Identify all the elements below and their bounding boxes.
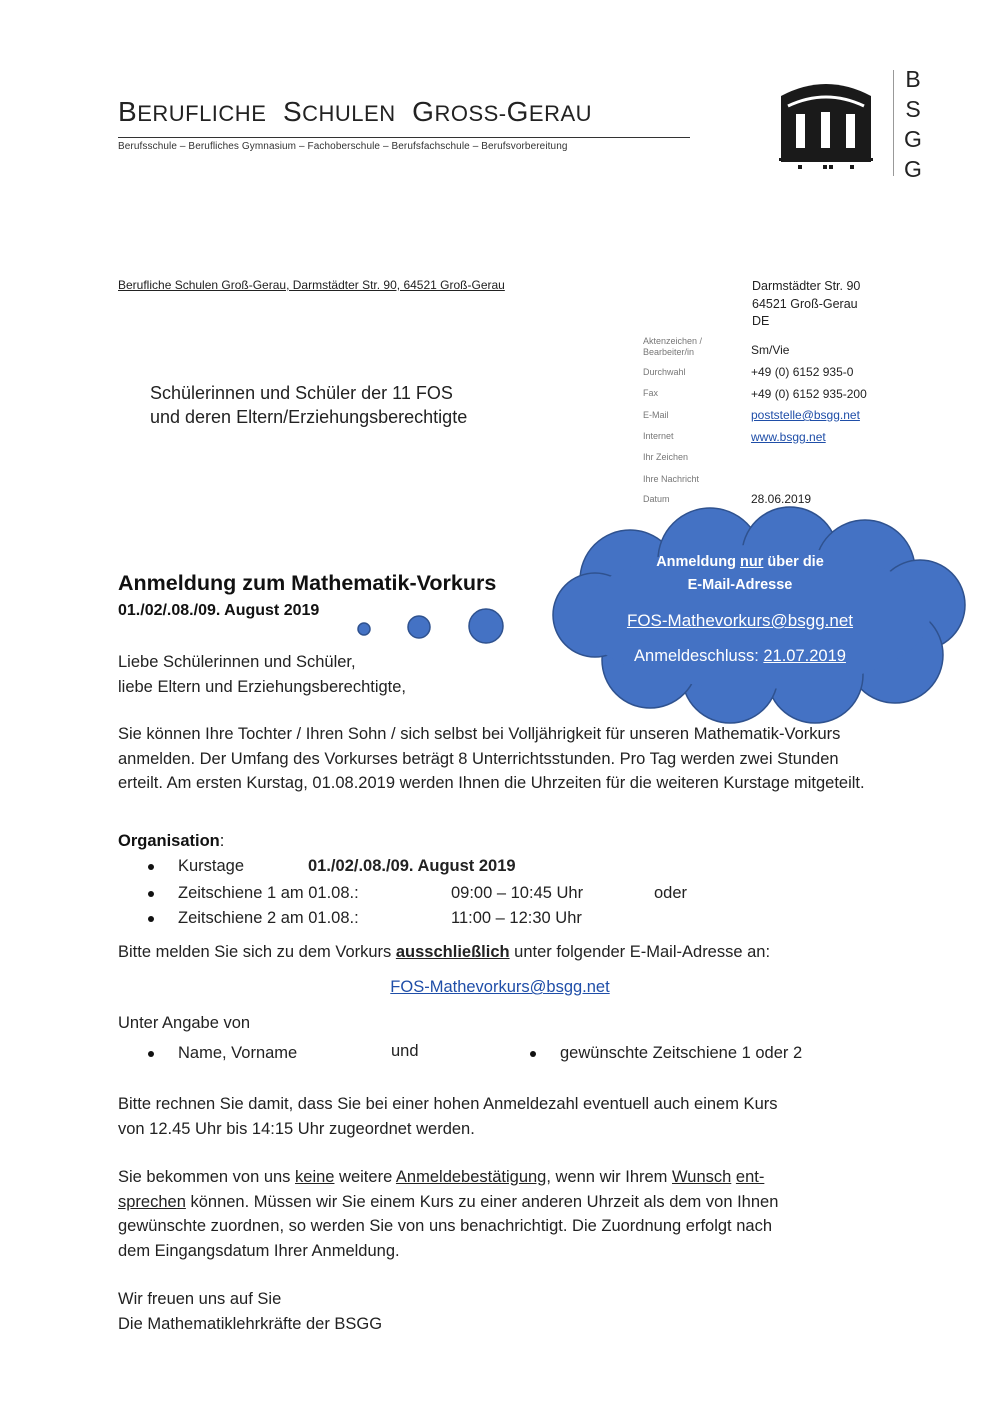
school-address: Darmstädter Str. 90 64521 Groß-Gerau DE (752, 279, 861, 328)
bullet-dot (530, 1044, 536, 1063)
sender-line: Berufliche Schulen Groß-Gerau, Darmstädter Str. 90, 64521 Groß-Gerau (118, 278, 505, 292)
register-instruction: Bitte melden Sie sich zu dem Vorkurs ausschließlich unter folgender E-Mail-Adresse an: (118, 943, 771, 961)
logo-divider (893, 70, 894, 176)
slot1-or: oder (654, 884, 688, 902)
info-label-aktenzeichen: Aktenzeichen / Bearbeiter/in (643, 336, 703, 357)
school-types: Berufsschule – Berufliches Gymnasium – Fachoberschule – Berufsfachschule – Berufsvorbereitung (118, 141, 568, 152)
info-value-datum: 28.06.2019 (751, 492, 812, 506)
register-email-link[interactable]: FOS-Mathevorkurs@bsgg.net (390, 978, 610, 996)
angabe-name: Name, Vorname (178, 1044, 298, 1062)
info-label-fax: Fax (643, 388, 659, 398)
info-value-email (751, 408, 860, 422)
bullet-dot (148, 909, 154, 928)
cloud-email-link[interactable]: FOS-Mathevorkurs@bsgg.net (626, 611, 854, 630)
info-value-durchwahl: +49 (0) 6152 935-0 (751, 365, 854, 379)
logo-letters: B S G G (904, 66, 922, 182)
angabe-zeitschiene: gewünschte Zeitschiene 1 oder 2 (560, 1044, 803, 1062)
info-value-internet (751, 430, 826, 444)
info-label-ihr-zeichen: Ihr Zeichen (643, 452, 689, 462)
info-label-durchwahl: Durchwahl (643, 367, 686, 377)
confirmation-paragraph: Sie bekommen von uns keine weitere Anmeldebestätigung, wenn wir Ihrem Wunsch ent- sprechen können. Müssen wir Sie einem Kurs zu einer anderen Uhrzeit als dem von Ihnen gewünschte zuordnen, so werden Sie von uns benachrichtigt. Die Zuordnung erfolgt nach dem Eingangsdatum Ihrer Anmeldung. (118, 1168, 779, 1260)
slot1-label: Zeitschiene 1 am 01.08.: (178, 884, 359, 902)
register-email-line (0, 978, 1000, 997)
intro-paragraph: Sie können Ihre Tochter / Ihren Sohn / sich selbst bei Volljährigkeit für unseren Mathematik-Vorkurs anmelden. Der Umfang des Vorkurses beträgt 8 Unterrichtsstunden. Pro Tag werden zwei Stunden erteilt. Am ersten Kurstag, 01.08.2019 werden Ihnen die Uhrzeiten für die weiteren Kurstage mitgeteilt. (118, 725, 865, 792)
school-logo-icon (776, 66, 876, 170)
angabe-intro: Unter Angabe von (118, 1014, 251, 1032)
bullet-dot (148, 1044, 154, 1063)
recipient-block: Schülerinnen und Schüler der 11 FOS und deren Eltern/Erziehungsberechtigte (150, 383, 468, 427)
info-value-aktenzeichen: Sm/Vie (751, 343, 790, 357)
angabe-and: und (391, 1042, 419, 1060)
document-title: Anmeldung zum Mathematik-Vorkurs (118, 571, 497, 595)
thought-bubbles (350, 605, 510, 650)
info-label-email: E-Mail (643, 410, 669, 420)
info-label-ihre-nachricht: Ihre Nachricht (643, 474, 700, 484)
slot2-label: Zeitschiene 2 am 01.08.: (178, 909, 359, 927)
organisation-heading: Organisation: (118, 832, 225, 850)
email-link[interactable]: poststelle@bsgg.net (751, 408, 860, 422)
document-dates: 01./02/.08./09. August 2019 (118, 602, 320, 619)
website-link[interactable]: www.bsgg.net (751, 430, 826, 444)
cloud-email-line (580, 611, 900, 631)
cloud-heading: Anmeldung nur über die E-Mail-Adresse (656, 554, 824, 593)
assignment-note: Bitte rechnen Sie damit, dass Sie bei einer hohen Anmeldezahl eventuell auch einem Kurs von 12.45 Uhr bis 14:15 Uhr zugeordnet werden. (118, 1095, 778, 1138)
slot2-time: 11:00 – 12:30 Uhr (451, 909, 582, 927)
info-value-fax: +49 (0) 6152 935-200 (751, 387, 867, 401)
bullet-dot (148, 884, 154, 903)
title-rule (118, 137, 690, 138)
closing: Wir freuen uns auf Sie Die Mathematiklehrkräfte der BSGG (118, 1290, 383, 1333)
cloud-deadline: Anmeldeschluss: 21.07.2019 (634, 647, 846, 665)
school-name: BERUFLICHE SCHULEN GROSS-GERAU (118, 96, 593, 127)
kurstage-value: 01./02/.08./09. August 2019 (308, 857, 516, 875)
slot1-time: 09:00 – 10:45 Uhr (451, 884, 584, 902)
kurstage-label: Kurstage (178, 857, 245, 875)
info-label-datum: Datum (643, 494, 670, 504)
bullet-dot (148, 857, 154, 876)
info-label-internet: Internet (643, 431, 674, 441)
greeting: Liebe Schülerinnen und Schüler, liebe Eltern und Erziehungsberechtigte, (118, 653, 407, 696)
